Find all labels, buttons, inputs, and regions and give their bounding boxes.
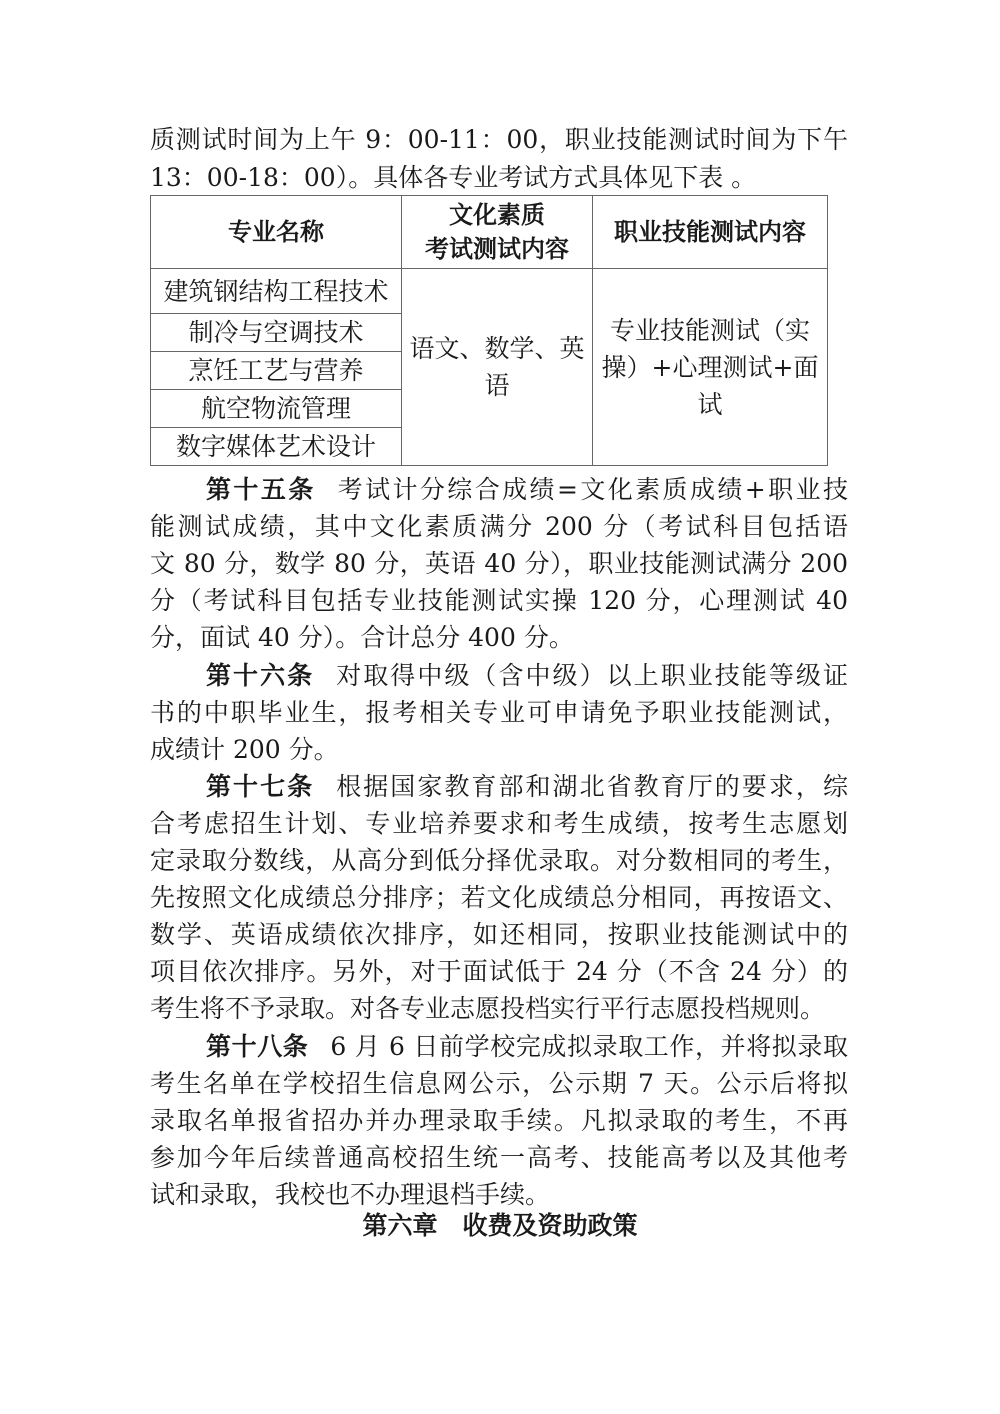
header-culture-line1: 文化素质 [449, 201, 545, 229]
article-text: 分（考试科目包括专业技能测试实操 120 分，心理测试 40 [150, 586, 848, 615]
culture-content-cell [402, 269, 593, 466]
article-line [150, 583, 848, 619]
header-culture [402, 196, 593, 269]
table-header-row [151, 196, 828, 269]
article-line [150, 732, 848, 768]
article-text: 合考虑招生计划、专业培养要求和考生成绩，按考生志愿划 [150, 809, 848, 838]
culture-line: 语 [484, 371, 510, 400]
header-skill: 职业技能测试内容 [593, 196, 828, 269]
skill-line: 专业技能测试（实 [609, 315, 810, 345]
article-line [150, 1066, 848, 1102]
article-text: 6 月 6 日前学校完成拟录取工作，并将拟录取 [330, 1032, 848, 1061]
article-text: 数学、英语成绩依次排序，如还相同，按职业技能测试中的 [150, 920, 848, 949]
article-text: 先按照文化成绩总分排序；若文化成绩总分相同，再按语文、 [150, 883, 848, 912]
article-line [150, 1140, 848, 1176]
article-text: 项目依次排序。另外，对于面试低于 24 分（不含 24 分）的 [150, 957, 848, 986]
article-text: 考试计分综合成绩=文化素质成绩+职业技 [337, 475, 848, 504]
article-text: 定录取分数线，从高分到低分择优录取。对分数相同的考生， [150, 846, 848, 875]
article-line [150, 843, 848, 879]
intro-line: 质测试时间为上午 9：00-11：00，职业技能测试时间为下午 [150, 125, 848, 154]
article-text: 能测试成绩，其中文化素质满分 200 分（考试科目包括语 [150, 512, 848, 541]
culture-line: 语文、数学、英 [409, 334, 585, 363]
article-text: 文 80 分，数学 80 分，英语 40 分），职业技能测试满分 200 [150, 549, 848, 578]
article-line [150, 954, 848, 990]
article-line [150, 917, 848, 953]
article-text: 考生名单在学校招生信息网公示，公示期 7 天。公示后将拟 [150, 1069, 848, 1098]
article-line [150, 509, 848, 545]
major-cell: 建筑钢结构工程技术 [151, 269, 402, 314]
skill-line: 操）+心理测试+面试 [601, 352, 819, 419]
article-text: 分，面试 40 分）。合计总分 400 分。 [150, 623, 574, 652]
major-cell: 航空物流管理 [151, 390, 402, 428]
chapter-title: 第六章 收费及资助政策 [362, 1211, 638, 1240]
article-text: 对取得中级（含中级）以上职业技能等级证 [336, 661, 848, 690]
article-line [206, 1029, 848, 1065]
skill-content-cell [593, 269, 828, 466]
article-line [150, 880, 848, 916]
article-line [150, 695, 848, 731]
header-major: 专业名称 [151, 196, 402, 269]
major-cell: 制冷与空调技术 [151, 314, 402, 352]
article-line [150, 546, 848, 582]
article-line [206, 472, 848, 508]
article-line [206, 769, 848, 805]
article-label: 第十七条 [206, 772, 315, 801]
major-cell: 烹饪工艺与营养 [151, 352, 402, 390]
article-text: 考生将不予录取。对各专业志愿投档实行平行志愿投档规则。 [150, 994, 826, 1023]
article-text: 录取名单报省招办并办理录取手续。凡拟录取的考生，不再 [150, 1106, 848, 1135]
article-line [150, 991, 848, 1027]
article-line [150, 620, 848, 656]
article-text: 成绩计 200 分。 [150, 735, 339, 764]
article-text: 根据国家教育部和湖北省教育厅的要求，综 [336, 772, 848, 801]
table-row [151, 269, 828, 314]
article-label: 第十六条 [206, 661, 315, 690]
intro-line: 13：00-18：00）。具体各专业考试方式具体见下表 。 [150, 163, 757, 192]
article-text: 参加今年后续普通高校招生统一高考、技能高考以及其他考 [150, 1143, 848, 1172]
article-line [150, 806, 848, 842]
major-cell: 数字媒体艺术设计 [151, 428, 402, 466]
article-label: 第十八条 [206, 1032, 309, 1061]
header-culture-line2: 考试测试内容 [425, 235, 569, 263]
article-label: 第十五条 [206, 475, 316, 504]
article-line [150, 1103, 848, 1139]
article-line [206, 658, 848, 694]
article-text: 试和录取，我校也不办理退档手续。 [150, 1180, 551, 1209]
exam-method-table [150, 195, 828, 466]
article-text: 书的中职毕业生，报考相关专业可申请免予职业技能测试， [150, 698, 848, 727]
